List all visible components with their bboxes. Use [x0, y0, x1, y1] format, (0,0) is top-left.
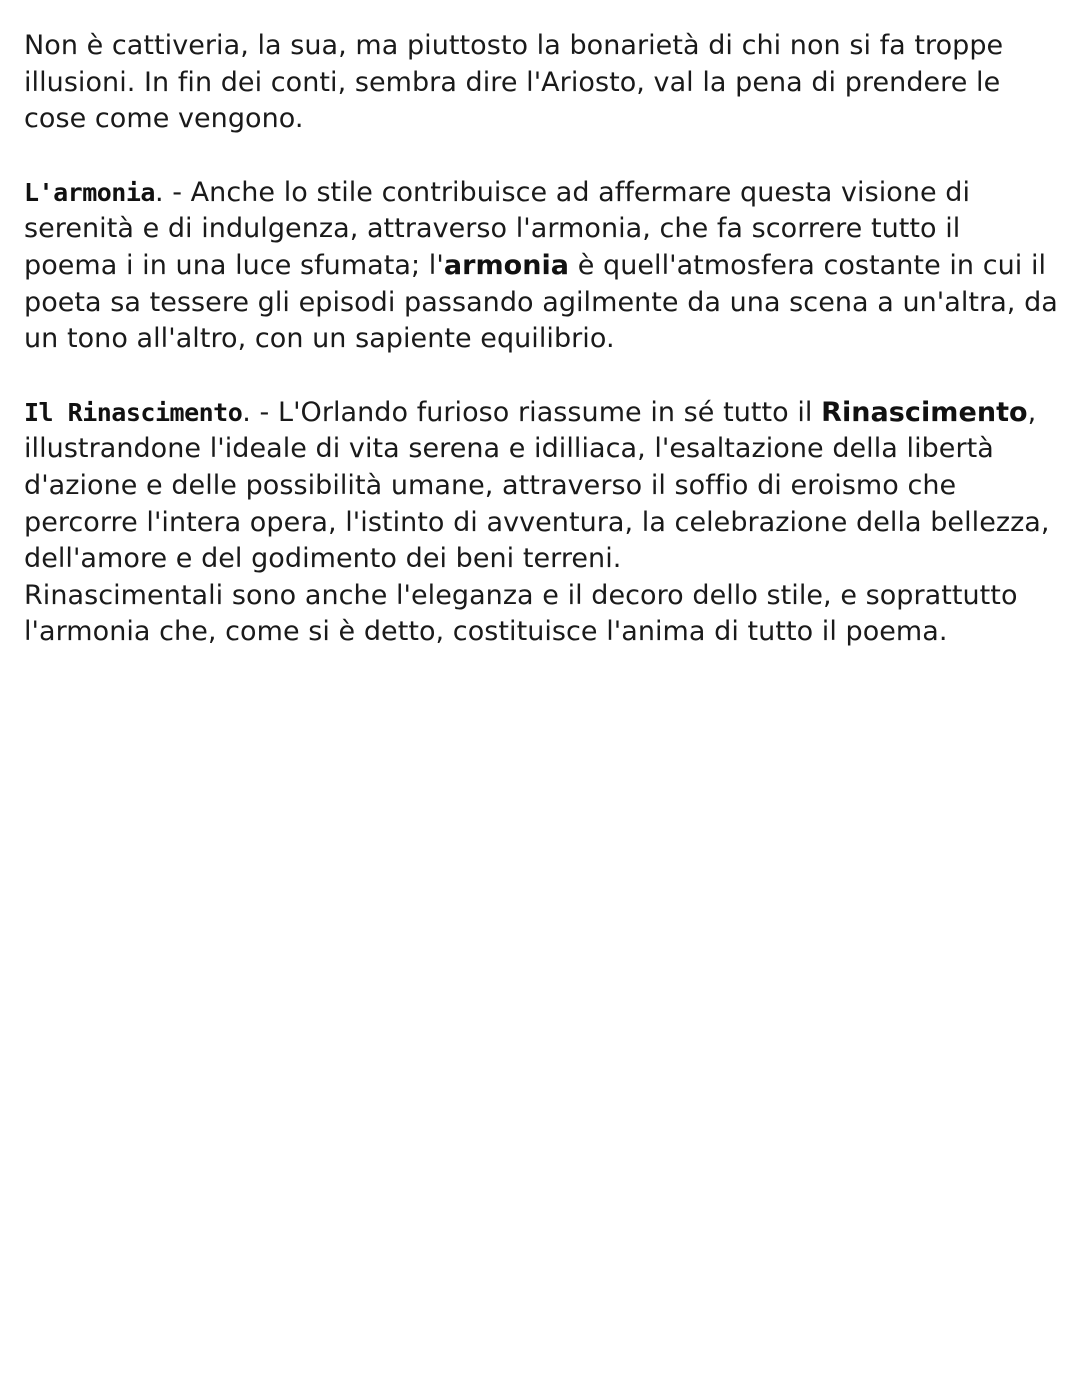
rinascimento-paragraph — [24, 395, 1060, 578]
armonia-paragraph — [24, 175, 1060, 358]
armonia-text-a: . - Anche lo stile contribuisce ad affermare questa visione di serenità e di indulgenza, attraverso l'armonia, che fa scorrere tutto il poema i in una luce sfumata; l' — [24, 176, 971, 281]
intro-text: Non è cattiveria, la sua, ma piuttosto la bonarietà di chi non si fa troppe illusioni. In fin dei conti, sembra dire l'Ariosto, val la pena di prendere le cose come vengono. — [24, 30, 1004, 135]
rinascimento-text-a: . - L'Orlando furioso riassume in sé tutto il — [242, 396, 822, 428]
armonia-bold-term: armonia — [443, 249, 570, 281]
document-page — [24, 28, 1060, 651]
rinascimento-text-b: , illustrandone l'ideale di vita serena e idilliaca, l'esaltazione della libertà d'azione e delle possibilità umane, attraverso il soffio di eroismo che percorre l'intera opera, l'istinto di avventura, la celebrazione della bellezza, dell'amore e del godimento dei beni terreni. — [24, 396, 1050, 575]
paragraph-gap — [24, 138, 1060, 175]
rinascimento-continuation — [24, 578, 1060, 651]
rinascimento-heading: Il Rinascimento — [24, 397, 243, 427]
rinascimento-text-c: Rinascimentali sono anche l'eleganza e il decoro dello stile, e soprattutto l'armonia che, come si è detto, costituisce l'anima di tutto il poema. — [24, 579, 1018, 648]
armonia-text-b: è quell'atmosfera costante in cui il poeta sa tessere gli episodi passando agilmente da una scena a un'altra, da un tono all'altro, con un sapiente equilibrio. — [24, 249, 1058, 355]
intro-paragraph — [24, 28, 1060, 138]
rinascimento-bold-term: Rinascimento — [821, 396, 1028, 428]
paragraph-gap — [24, 358, 1060, 395]
armonia-heading: L'armonia — [24, 177, 155, 207]
